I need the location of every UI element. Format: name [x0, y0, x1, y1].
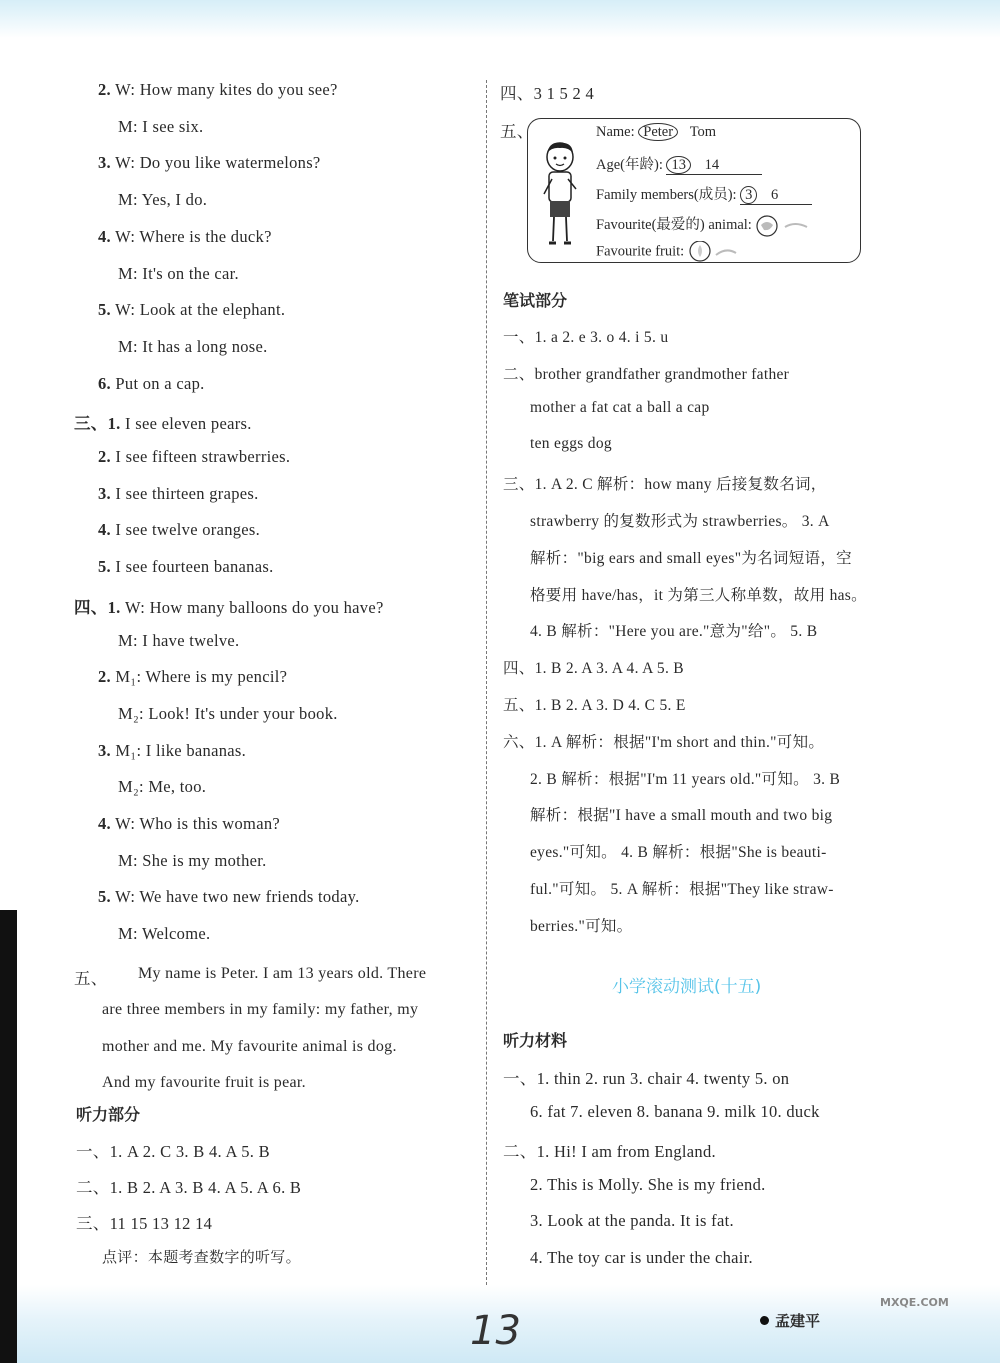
item-text: W: Where is the duck? — [115, 226, 272, 246]
name-other: Tom — [689, 124, 717, 140]
brand-text: 孟建平 — [775, 1312, 821, 1330]
item-text: Put on a cap. — [115, 373, 205, 393]
left-line — [98, 80, 338, 100]
left-line — [98, 520, 260, 540]
item-text: W: Do you like watermelons? — [115, 153, 321, 173]
left-line — [118, 264, 239, 284]
wu-passage-line: are three members in my family: my father, my — [102, 1001, 419, 1019]
age-circled: 13 — [666, 156, 691, 174]
info-card — [527, 118, 861, 263]
item-text: I see twelve oranges. — [115, 520, 261, 540]
written-answer-line: 格要用 have/has，it 为第三人称单数，故用 has。 — [530, 586, 867, 604]
written-answer-line: 2. B 解析：根据"I'm 11 years old."可知。 3. B — [530, 770, 841, 788]
family-circled: 3 — [740, 186, 757, 204]
written-answer-line: 解析："big ears and small eyes"为名词短语，空 — [530, 549, 852, 567]
item-text: W: Who is this woman? — [115, 814, 280, 833]
written-answer-line: 六、1. A 解析：根据"I'm short and thin."可知。 — [503, 733, 825, 751]
item-text: W: How many kites do you see? — [115, 80, 338, 99]
left-line — [118, 851, 267, 871]
item-text: M₁: I like bananas. — [115, 740, 247, 760]
listening-answer-line: 一、1. A 2. C 3. B 4. A 5. B — [76, 1142, 270, 1161]
left-line — [98, 153, 321, 173]
item-text: I see thirteen grapes. — [115, 483, 259, 503]
family-label: Family members(成员): — [596, 187, 737, 203]
name-label: Name: — [596, 124, 635, 140]
material-line: 2. This is Molly. She is my friend. — [530, 1174, 766, 1194]
material-line: 一、1. thin 2. run 3. chair 4. twenty 5. on — [503, 1069, 790, 1088]
listening-heading: 听力部分 — [76, 1105, 141, 1124]
answer-si: 四、3 1 5 2 4 — [500, 84, 595, 103]
wu-passage-line: My name is Peter. I am 13 years old. There — [138, 964, 427, 982]
dog-circle-icon — [755, 215, 815, 237]
left-line — [118, 704, 338, 724]
item-text: M: She is my mother. — [118, 850, 267, 870]
item-number: 2. — [98, 667, 111, 687]
wu-label: 五、 — [74, 968, 108, 988]
item-number: 4. — [98, 814, 111, 833]
item-text: M: It has a long nose. — [118, 336, 268, 356]
left-line — [98, 447, 290, 467]
written-answer-line: 四、1. B 2. A 3. A 4. A 5. B — [503, 660, 684, 678]
item-number: 2. — [98, 80, 111, 99]
comment-note: 点评：本题考查数字的听写。 — [102, 1248, 301, 1266]
item-text: I see fourteen bananas. — [115, 557, 274, 577]
written-answer-line: mother a fat cat a ball a cap — [530, 398, 710, 416]
left-line — [98, 557, 274, 577]
bullet-icon — [760, 1316, 769, 1325]
wu-passage-line: mother and me. My favourite animal is dog. — [102, 1037, 397, 1055]
fruit-label: Favourite fruit: — [596, 243, 685, 260]
item-text: M: I have twelve. — [118, 630, 240, 650]
column-divider — [486, 80, 487, 1285]
item-number: 6. — [98, 373, 111, 393]
left-line — [98, 887, 360, 907]
item-number: 5. — [98, 557, 111, 577]
item-number: 5. — [98, 300, 111, 320]
written-heading: 笔试部分 — [503, 291, 568, 310]
left-line — [74, 594, 384, 618]
test-title: 小学滚动测试(十五) — [612, 977, 762, 997]
item-number: 2. — [98, 447, 111, 466]
item-text: M₂: Look! It's under your book. — [118, 703, 338, 723]
pear-circle-icon — [688, 241, 748, 263]
written-answer-line: 三、1. A 2. C 解析：how many 后接复数名词， — [503, 476, 827, 494]
boy-illustration-icon — [538, 139, 582, 251]
page-number: 13 — [470, 1308, 521, 1354]
left-line — [98, 741, 246, 761]
written-answer-line: 解析：根据"I have a small mouth and two big — [530, 807, 833, 825]
written-answer-line: ful."可知。 5. A 解析：根据"They like straw- — [530, 881, 834, 898]
item-text: I see eleven pears. — [125, 414, 252, 434]
left-line — [118, 777, 206, 797]
left-edge-bar — [0, 910, 17, 1363]
family-other: 6 — [771, 187, 779, 203]
listening-answer-line: 三、11 15 13 12 14 — [76, 1214, 213, 1233]
item-text: M: It's on the car. — [118, 263, 239, 283]
written-answer-line: strawberry 的复数形式为 strawberries。 3. A — [530, 513, 830, 530]
item-text: W: We have two new friends today. — [115, 887, 360, 907]
material-line: 4. The toy car is under the chair. — [530, 1247, 753, 1267]
item-text: I see fifteen strawberries. — [115, 447, 291, 466]
written-answer-line: 五、1. B 2. A 3. D 4. C 5. E — [503, 697, 686, 714]
item-number: 四、1. — [74, 597, 121, 617]
item-number: 4. — [98, 226, 111, 246]
left-line — [118, 924, 210, 944]
listening-answer-line: 二、1. B 2. A 3. B 4. A 5. A 6. B — [76, 1178, 302, 1197]
item-number: 5. — [98, 887, 111, 907]
left-line — [98, 300, 285, 320]
item-number: 三、1. — [74, 414, 121, 434]
left-line — [98, 374, 205, 394]
age-label: Age(年龄): — [596, 157, 663, 173]
left-line — [118, 337, 268, 357]
written-answer-line: berries."可知。 — [530, 917, 633, 935]
item-number: 3. — [98, 483, 111, 503]
written-answer-line: 二、brother grandfather grandmother father — [503, 365, 790, 383]
material-line: 3. Look at the panda. It is fat. — [530, 1211, 734, 1230]
material-line: 二、1. Hi! I am from England. — [503, 1142, 716, 1161]
material-heading: 听力材料 — [503, 1031, 568, 1050]
material-line: 6. fat 7. eleven 8. banana 9. milk 10. duck — [530, 1101, 820, 1121]
left-line — [118, 190, 207, 210]
item-text: W: How many balloons do you have? — [125, 597, 384, 617]
written-answer-line: ten eggs dog — [530, 435, 612, 453]
left-line — [74, 410, 252, 434]
written-answer-line: 一、1. a 2. e 3. o 4. i 5. u — [503, 329, 669, 346]
item-text: M: Welcome. — [118, 924, 211, 944]
top-decor-band — [0, 0, 1000, 38]
left-line — [98, 227, 272, 247]
left-line — [98, 814, 280, 834]
left-line — [98, 484, 259, 504]
wu-passage-line: And my favourite fruit is pear. — [102, 1074, 306, 1092]
brand-label — [760, 1310, 820, 1331]
item-number: 3. — [98, 740, 111, 760]
left-line — [98, 667, 287, 687]
age-other: 14 — [704, 157, 720, 173]
left-line — [118, 117, 203, 137]
watermark: MXQE.COM — [880, 1296, 949, 1309]
left-line — [118, 631, 239, 651]
written-answer-line: eyes."可知。 4. B 解析：根据"She is beauti- — [530, 844, 827, 862]
answer-wu-label: 五、 — [500, 122, 534, 141]
animal-label: Favourite(最爱的) animal: — [596, 217, 752, 233]
item-text: M₂: Me, too. — [118, 777, 207, 797]
written-answer-line: 4. B 解析："Here you are."意为"给"。 5. B — [530, 623, 818, 641]
item-number: 3. — [98, 153, 111, 173]
item-text: M₁: Where is my pencil? — [115, 667, 288, 687]
item-text: W: Look at the elephant. — [115, 300, 286, 320]
item-number: 4. — [98, 520, 111, 540]
item-text: M: I see six. — [118, 116, 204, 136]
item-text: M: Yes, I do. — [118, 190, 208, 210]
name-circled: Peter — [638, 123, 678, 141]
